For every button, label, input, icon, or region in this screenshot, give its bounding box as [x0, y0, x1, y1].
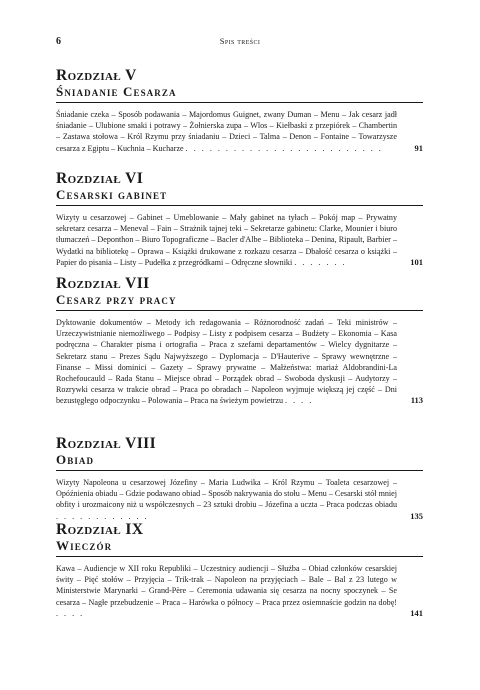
dot-leader: . . . . . . . . . . . . . . . . . . . . . . . . .: [185, 143, 383, 153]
chapter-title: Śniadanie Cesarza: [56, 84, 177, 99]
chapter-page-number: 141: [410, 607, 423, 618]
chapter-entry: [56, 68, 423, 154]
chapter-description: Śniadanie czeka – Sposób podawania – Majordomus Guignet, zwany Duman – Menu – Jak cesarz jadł śniadanie – Ulubione smaki i potrawy – Żołnierska zupa – Wlos – Kiełbaski z przepiórek – Chambertin – Zastawa stołowa – Król Rzymu przy śniadaniu – Dzieci – Talma – Denon – Fontaine – Towarzysze cesarza z Egiptu – Kuchnia – Kucharze . . . . . . . . . . . . . . . . . . . . . . . . . 91: [56, 110, 423, 153]
chapter-title: Cesarski gabinet: [56, 187, 168, 202]
chapter-page-number: 135: [410, 510, 423, 521]
chapter-entry: [56, 436, 423, 522]
dot-leader: . . . .: [56, 608, 85, 618]
page-number: 6: [56, 36, 61, 47]
chapter-label: Rozdział VII: [56, 275, 150, 292]
chapter-description: Kawa – Audiencje w XII roku Republiki – Uczestnicy audiencji – Służba – Obiad członków cesarskiej świty – Pięć stołów – Przyjęcia – Trik-trak – Napoleon na przyjęciach – Bale – Bal z 23 lutego w Ministerstwie Marynarki – Grand-Père – Ceremonia udawania się cesarza na nocny spoczynek – Se cesarza – Nagłe przebudzenie – Praca – Harówka o północy – Praca przez osiemnaście godzin na dobę! . . . . 141: [56, 564, 423, 618]
chapter-title: Wieczór: [56, 538, 113, 553]
chapter-entry: [56, 276, 423, 407]
chapter-page-number: 91: [414, 142, 423, 153]
chapter-entry: [56, 171, 423, 268]
dot-leader: . . . . . . . . . . . .: [56, 511, 149, 521]
chapter-label: Rozdział VI: [56, 170, 144, 187]
chapter-title: Cesarz przy pracy: [56, 292, 177, 307]
chapter-rule: [56, 102, 423, 103]
chapter-description: Dyktowanie dokumentów – Metody ich redagowania – Różnorodność zadań – Teki ministrów – Urzeczywistnianie niemożliwego – Podpisy – Listy z podpisem cesarza – Budżety – Ekonomia – Kasa podręczna – Charakter pisma i ortografia – Praca z szefami departamentów – Wielcy dygnitarze – Sekretarz stanu – Prezes Sądu Najwyższego – Dyplomacja – D'Hauterive – Sprawy wewnętrzne – Finanse – Missi dominici – Gazety – Sprawy prywatne – Małżeństwa: mariaż Aldobrandini-La Rochefoucauld – Rada Stanu – Miejsce obrad – Porządek obrad – Swoboda dyskusji – Audytorzy – Rozrywki cesarza w trakcie obrad – Praca po obradach – Napoleon wyjmuje większą jej część – Dni bezustęgłego odpoczynku – Polowania – Praca na świeżym powietrzu . . . . 113: [56, 318, 423, 406]
chapter-description: Wizyty u cesarzowej – Gabinet – Umeblowanie – Mały gabinet na tyłach – Pokój map – Prywatny sekretarz cesarza – Meneval – Fain – Strażnik tajnej teki – Sekretarze gabinetu: Clarke, Mounier i biuro tłumaczeń – Deponthon – Biuro Topograficzne – Bacler d'Albe – Biblioteka – Denina, Ripault, Barbier – Wydatki na bibliotekę – Oprawa – Książki drukowane z rozkazu cesarza – Dbałość cesarza o książki – Papier do pisania – Listy – Pudełka z przegródkami – Odręczne słowniki . . . . . . . 101: [56, 213, 423, 267]
chapter-rule: [56, 470, 423, 471]
chapter-page-number: 113: [410, 395, 423, 406]
chapter-title: Obiad: [56, 452, 95, 467]
dot-leader: . . . .: [285, 396, 314, 406]
chapter-page-number: 101: [410, 256, 423, 267]
running-title: Spis treści: [219, 36, 261, 46]
chapter-rule: [56, 556, 423, 557]
chapter-label: Rozdział IX: [56, 521, 144, 538]
chapter-label: Rozdział V: [56, 67, 137, 84]
chapter-description: Wizyty Napoleona u cesarzowej Józefiny – Maria Ludwika – Król Rzymu – Toaleta cesarzowej – Opóźnienia obiadu – Gdzie podawano obiad – Sposób nakrywania do stołu – Menu – Cesarski stół mniej obfity i urozmaicony niż u współczesnych – 23 sztuki drobiu – Józefina a uczta – Praca podczas obiadu . . . . . . . . . . . . 135: [56, 478, 423, 521]
dot-leader: . . . . . . .: [294, 257, 347, 267]
chapter-entry: [56, 522, 423, 619]
page-header: [56, 36, 424, 50]
chapter-label: Rozdział VIII: [56, 435, 157, 452]
chapter-rule: [56, 205, 423, 206]
chapter-rule: [56, 310, 423, 311]
